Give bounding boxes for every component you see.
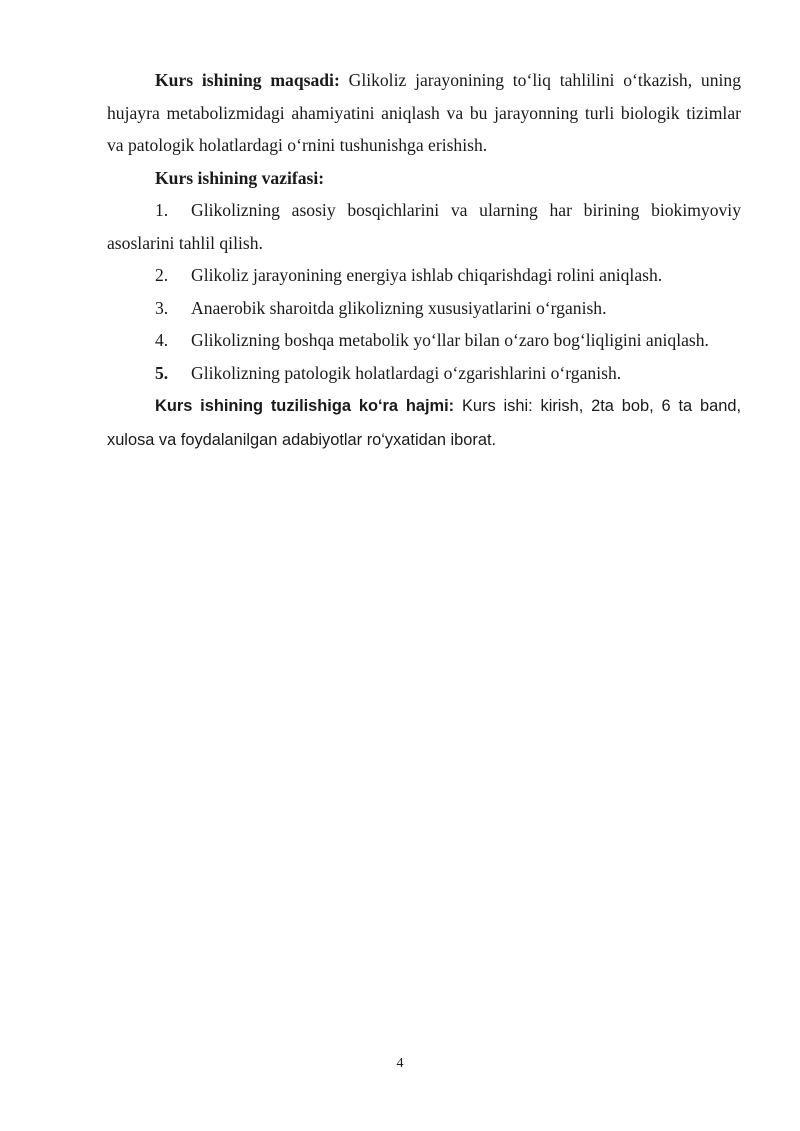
- task-number: 4.: [155, 330, 169, 350]
- task-text: Glikolizning boshqa metabolik yo‘llar bilan o‘zaro bog‘liqligini aniqlash.: [191, 330, 709, 350]
- task-number: 1.: [155, 200, 169, 220]
- task-item-4: [107, 324, 741, 357]
- aim-text: Glikoliz jarayonining to‘liq tahlilini o‘tkazish, uning hujayra metabolizmidagi ahamiyatini aniqlash va bu jarayonning turli biologik tizimlar va patologik holatlardagi o‘rnini tushunishga erishish.: [107, 70, 742, 155]
- task-number: 2.: [155, 265, 169, 285]
- aim-paragraph: [107, 64, 741, 162]
- task-text: Glikoliz jarayonining energiya ishlab chiqarishdagi rolini aniqlash.: [191, 265, 663, 285]
- task-text: Glikolizning asosiy bosqichlarini va ularning har birining biokimyoviy asoslarini tahlil qilish.: [107, 200, 741, 253]
- aim-heading: Kurs ishining maqsadi:: [155, 70, 340, 90]
- task-number: 5.: [155, 362, 169, 383]
- tasks-heading: Kurs ishining vazifasi:: [155, 167, 325, 188]
- task-item-5: [107, 357, 741, 390]
- task-text: Glikolizning patologik holatlardagi o‘zgarishlarini o‘rganish.: [191, 362, 622, 383]
- structure-paragraph: [107, 389, 741, 456]
- task-text: Anaerobik sharoitda glikolizning xususiyatlarini o‘rganish.: [191, 297, 607, 318]
- task-item-3: [107, 292, 741, 325]
- task-number: 3.: [155, 297, 169, 318]
- task-item-1: [107, 194, 741, 259]
- structure-text-lead: Kurs ishi: kirish, 2ta bob, 6 ta band,: [454, 397, 741, 415]
- page-content: [107, 64, 741, 456]
- task-item-2: [107, 259, 741, 292]
- structure-text-rest: xulosa va foydalanilgan adabiyotlar ro‘yxatidan iborat.: [107, 430, 497, 449]
- structure-heading: Kurs ishining tuzilishiga ko‘ra hajmi:: [155, 397, 455, 415]
- page-number: 4: [396, 1056, 404, 1071]
